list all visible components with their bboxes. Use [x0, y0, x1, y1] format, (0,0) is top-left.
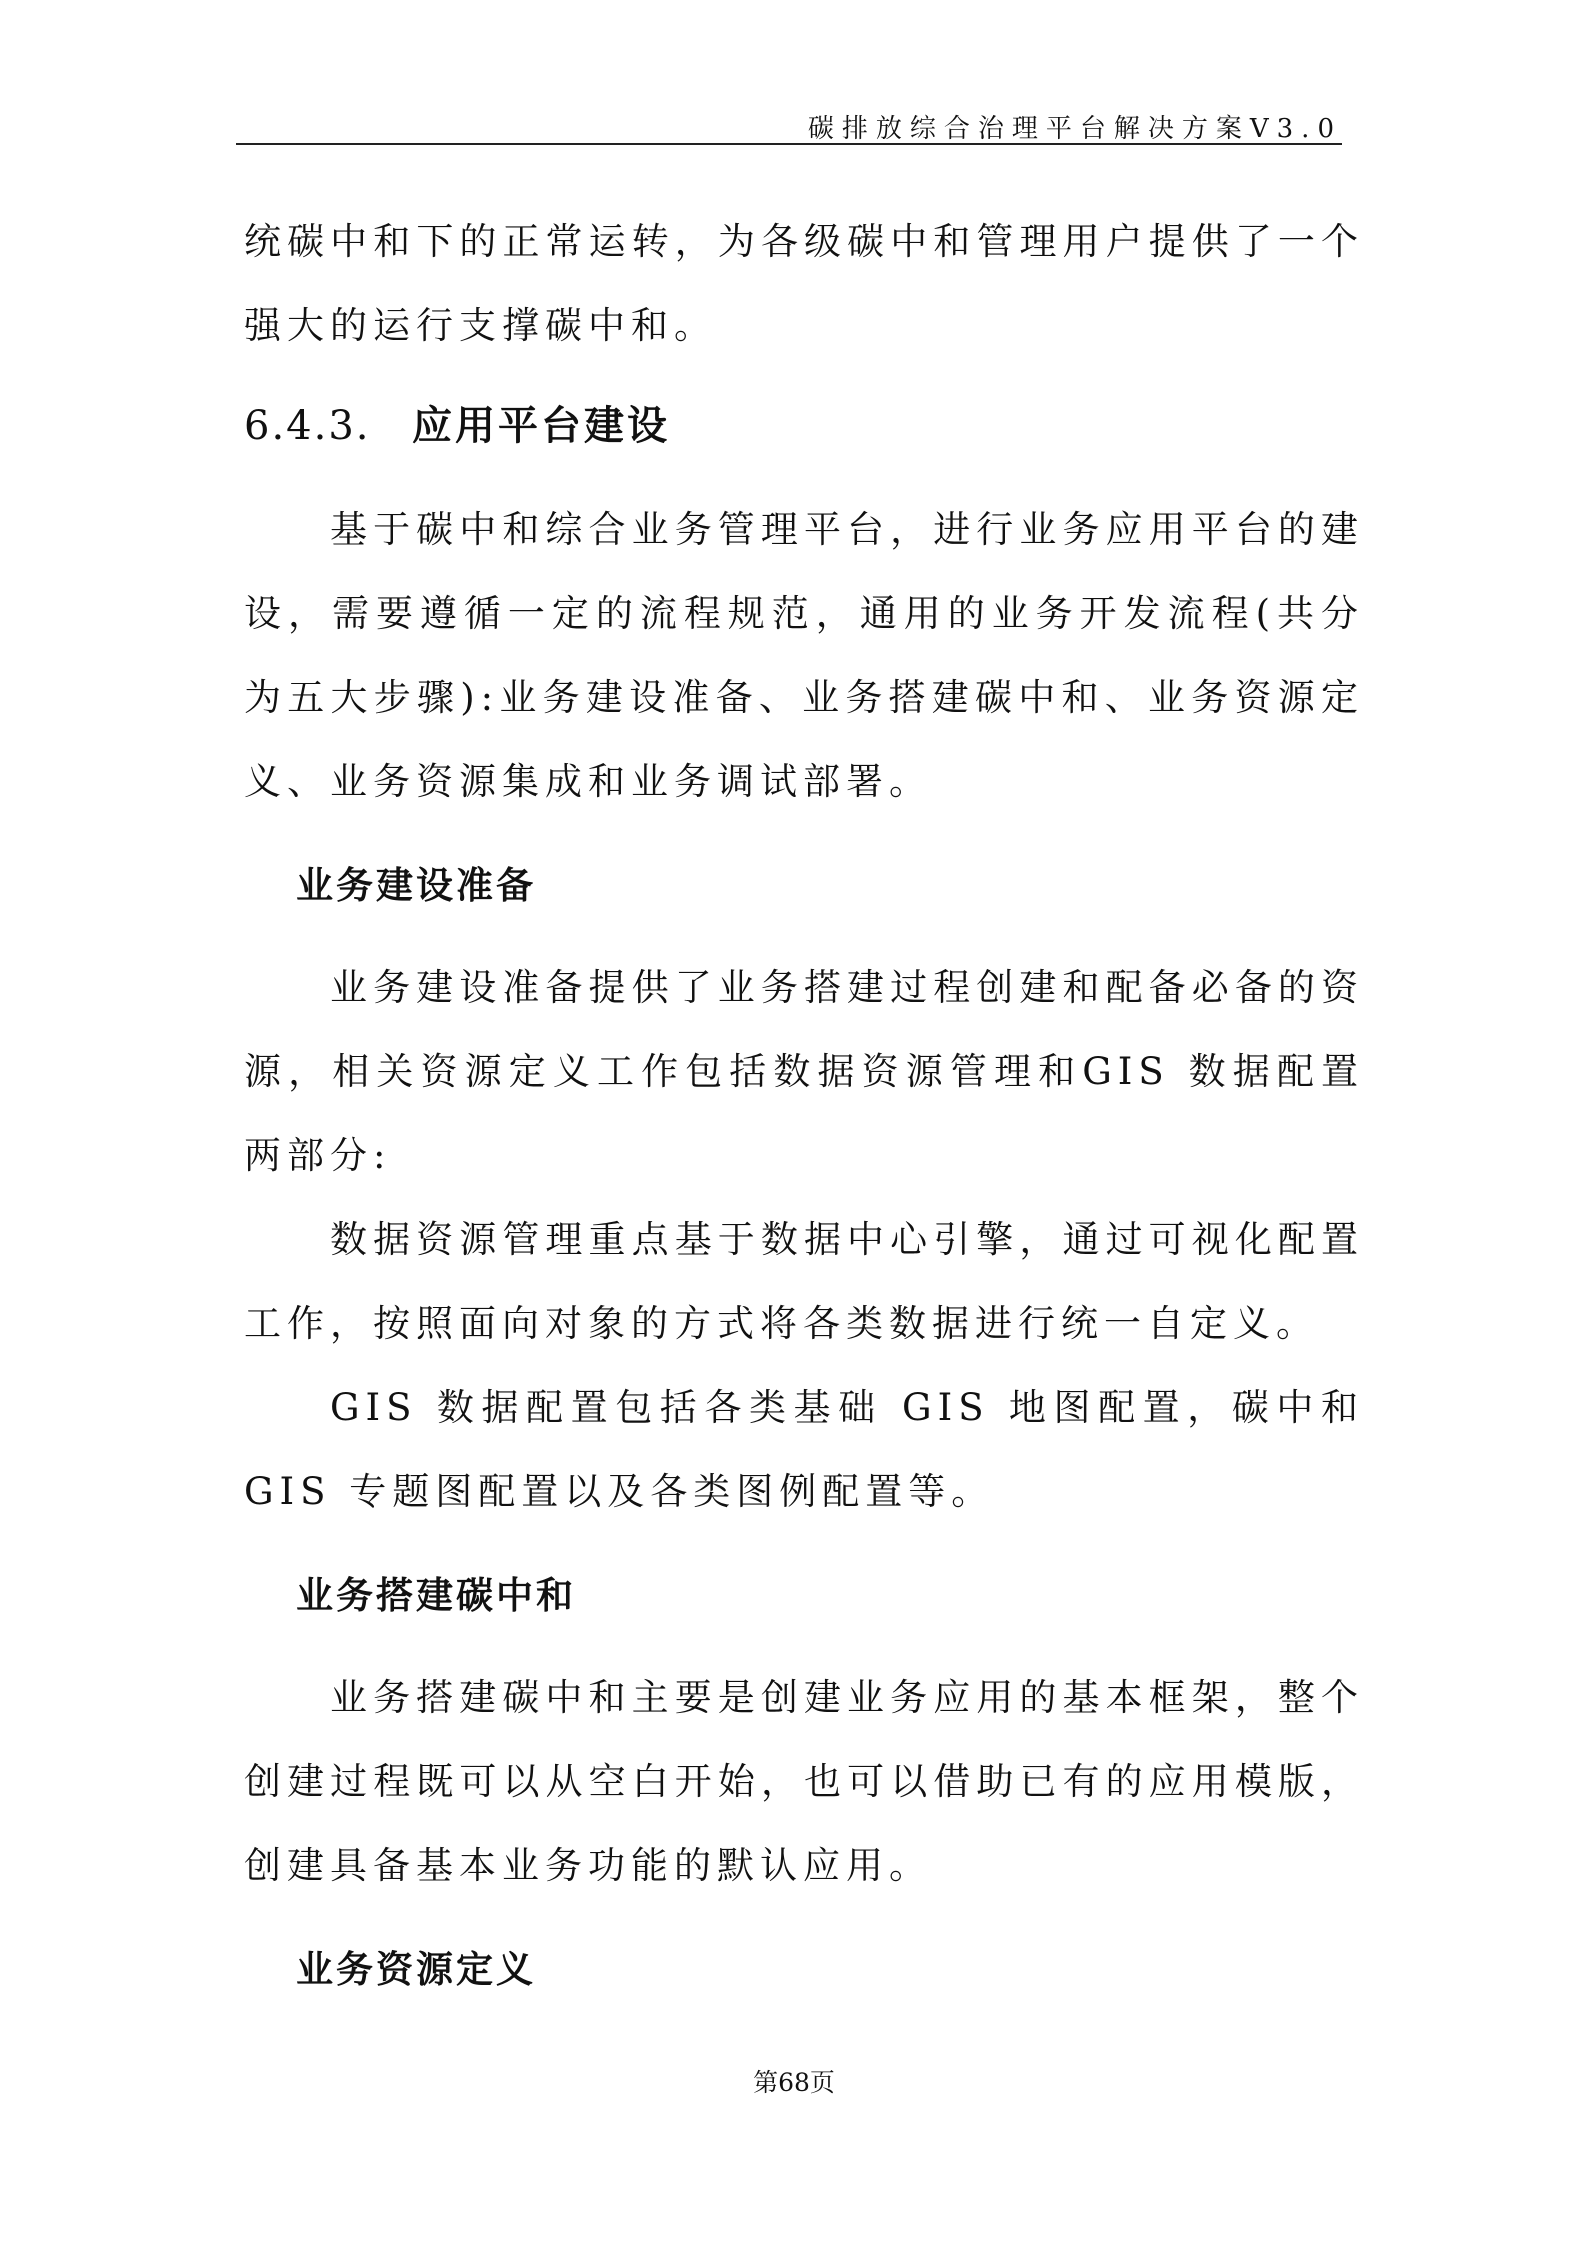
paragraph-platform-intro: 基于碳中和综合业务管理平台，进行业务应用平台的建设，需要遵循一定的流程规范，通用的业务开发流程(共分为五大步骤):业务建设准备、业务搭建碳中和、业务资源定义、业务资源集成和业务调试部署。	[244, 508, 1364, 803]
header-divider	[236, 143, 1342, 145]
paragraph-gis-configuration: GIS 数据配置包括各类基础 GIS 地图配置，碳中和 GIS 专题图配置以及各类图例配置等。	[244, 1386, 1364, 1513]
paragraph-continuation: 统碳中和下的正常运转，为各级碳中和管理用户提供了一个强大的运行支撑碳中和。	[244, 220, 1364, 347]
page-body	[244, 200, 1364, 2030]
page-number: 第68页	[753, 2068, 835, 2097]
paragraph-business-building: 业务搭建碳中和主要是创建业务应用的基本框架，整个创建过程既可以从空白开始，也可以借助已有的应用模版，创建具备基本业务功能的默认应用。	[244, 1676, 1364, 1887]
subheading-business-building: 业务搭建碳中和	[296, 1574, 576, 1617]
section-number: 6.4.3.	[244, 403, 371, 449]
section-heading-6-4-3	[244, 384, 1364, 468]
section-title: 应用平台建设	[412, 403, 670, 449]
subheading-resource-definition: 业务资源定义	[296, 1948, 536, 1991]
paragraph-preparation-resources: 业务建设准备提供了业务搭建过程创建和配备必备的资源，相关资源定义工作包括数据资源管理和GIS 数据配置两部分:	[244, 966, 1364, 1177]
running-header: 碳排放综合治理平台解决方案V3.0	[807, 114, 1342, 144]
paragraph-data-resource-management: 数据资源管理重点基于数据中心引擎，通过可视化配置工作，按照面向对象的方式将各类数据进行统一自定义。	[244, 1218, 1364, 1345]
subheading-business-preparation: 业务建设准备	[296, 864, 536, 907]
